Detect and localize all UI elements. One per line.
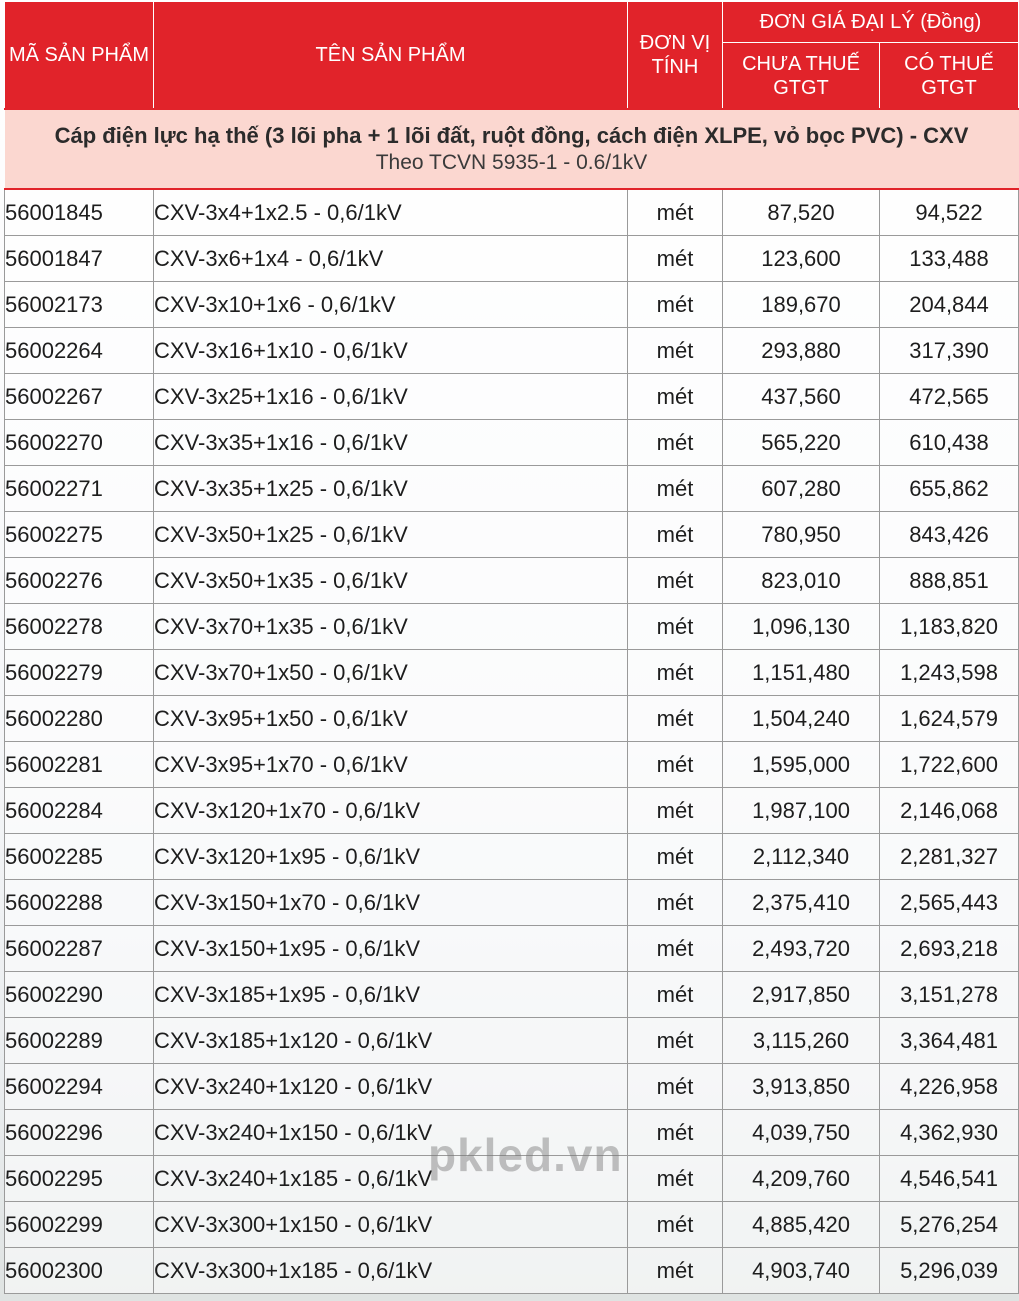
table-row [5,650,1019,696]
price-incl-vat-cell: 4,226,958 [880,1064,1019,1110]
unit-cell: mét [628,1064,723,1110]
product-code-cell: 56002267 [5,374,154,420]
product-name-cell: CXV-3x35+1x16 - 0,6/1kV [154,420,628,466]
section-subtitle: Theo TCVN 5935-1 - 0.6/1kV [375,151,648,174]
price-incl-vat-cell: 2,693,218 [880,926,1019,972]
table-row [5,558,1019,604]
price-excl-vat-cell: 565,220 [723,420,880,466]
product-name-cell: CXV-3x240+1x120 - 0,6/1kV [154,1064,628,1110]
price-excl-vat-cell: 1,987,100 [723,788,880,834]
unit-cell: mét [628,512,723,558]
product-code-cell: 56002275 [5,512,154,558]
table-row [5,742,1019,788]
product-code-cell: 56002289 [5,1018,154,1064]
unit-cell: mét [628,1156,723,1202]
price-excl-vat-cell: 3,115,260 [723,1018,880,1064]
price-excl-vat-cell: 189,670 [723,282,880,328]
unit-cell: mét [628,926,723,972]
header-unit: ĐƠN VỊ TÍNH [628,2,723,110]
table-row [5,282,1019,328]
product-name-cell: CXV-3x95+1x50 - 0,6/1kV [154,696,628,742]
price-incl-vat-cell: 4,362,930 [880,1110,1019,1156]
product-code-cell: 56002278 [5,604,154,650]
watermark: pkled.vn [428,1129,623,1181]
table-row [5,1156,1019,1202]
price-incl-vat-cell: 2,146,068 [880,788,1019,834]
unit-cell: mét [628,604,723,650]
price-excl-vat-cell: 3,913,850 [723,1064,880,1110]
product-name-cell: CXV-3x50+1x25 - 0,6/1kV [154,512,628,558]
unit-cell: mét [628,466,723,512]
price-excl-vat-cell: 4,209,760 [723,1156,880,1202]
product-code-cell: 56002290 [5,972,154,1018]
table-row [5,834,1019,880]
product-code-cell: 56002281 [5,742,154,788]
price-excl-vat-cell: 2,493,720 [723,926,880,972]
price-excl-vat-cell: 1,151,480 [723,650,880,696]
table-row [5,926,1019,972]
product-code-cell: 56002264 [5,328,154,374]
unit-cell: mét [628,742,723,788]
price-excl-vat-cell: 293,880 [723,328,880,374]
unit-cell: mét [628,558,723,604]
table-row [5,236,1019,282]
product-name-cell: CXV-3x240+1x150 - 0,6/1kV [154,1110,628,1156]
table-row [5,972,1019,1018]
price-incl-vat-cell: 3,151,278 [880,972,1019,1018]
product-code-cell: 56002288 [5,880,154,926]
price-excl-vat-cell: 2,917,850 [723,972,880,1018]
price-excl-vat-cell: 780,950 [723,512,880,558]
product-code-cell: 56002299 [5,1202,154,1248]
unit-cell: mét [628,1248,723,1294]
table-row [5,1064,1019,1110]
product-name-cell: CXV-3x70+1x35 - 0,6/1kV [154,604,628,650]
unit-cell: mét [628,236,723,282]
product-name-cell: CXV-3x120+1x95 - 0,6/1kV [154,834,628,880]
price-incl-vat-cell: 888,851 [880,558,1019,604]
product-name-cell: CXV-3x4+1x2.5 - 0,6/1kV [154,189,628,236]
product-code-cell: 56002295 [5,1156,154,1202]
price-excl-vat-cell: 4,039,750 [723,1110,880,1156]
product-name-cell: CXV-3x70+1x50 - 0,6/1kV [154,650,628,696]
product-name-cell: CXV-3x150+1x95 - 0,6/1kV [154,926,628,972]
price-incl-vat-cell: 5,276,254 [880,1202,1019,1248]
product-code-cell: 56002300 [5,1248,154,1294]
price-incl-vat-cell: 5,296,039 [880,1248,1019,1294]
price-excl-vat-cell: 4,903,740 [723,1248,880,1294]
price-excl-vat-cell: 1,096,130 [723,604,880,650]
section-heading [5,109,1019,189]
header-price-excl-vat: CHƯA THUẾ GTGT [723,43,880,109]
price-incl-vat-cell: 317,390 [880,328,1019,374]
table-row [5,880,1019,926]
product-name-cell: CXV-3x120+1x70 - 0,6/1kV [154,788,628,834]
unit-cell: mét [628,1110,723,1156]
table-row [5,696,1019,742]
product-code-cell: 56002270 [5,420,154,466]
product-code-cell: 56001847 [5,236,154,282]
product-name-cell: CXV-3x150+1x70 - 0,6/1kV [154,880,628,926]
price-incl-vat-cell: 1,624,579 [880,696,1019,742]
price-incl-vat-cell: 655,862 [880,466,1019,512]
price-excl-vat-cell: 607,280 [723,466,880,512]
price-table [4,1,1019,1294]
unit-cell: mét [628,1018,723,1064]
price-incl-vat-cell: 610,438 [880,420,1019,466]
price-excl-vat-cell: 2,375,410 [723,880,880,926]
header-product-name: TÊN SẢN PHẨM [154,2,628,110]
product-code-cell: 56002285 [5,834,154,880]
price-incl-vat-cell: 2,565,443 [880,880,1019,926]
table-row [5,1018,1019,1064]
header-product-code: MÃ SẢN PHẨM [5,2,154,110]
unit-cell: mét [628,972,723,1018]
table-row [5,1248,1019,1294]
unit-cell: mét [628,328,723,374]
price-incl-vat-cell: 2,281,327 [880,834,1019,880]
table-row [5,512,1019,558]
table-row [5,1110,1019,1156]
table-row [5,466,1019,512]
product-code-cell: 56002294 [5,1064,154,1110]
price-incl-vat-cell: 472,565 [880,374,1019,420]
product-name-cell: CXV-3x50+1x35 - 0,6/1kV [154,558,628,604]
unit-cell: mét [628,420,723,466]
price-excl-vat-cell: 1,595,000 [723,742,880,788]
price-excl-vat-cell: 123,600 [723,236,880,282]
price-incl-vat-cell: 94,522 [880,189,1019,236]
section-title: Cáp điện lực hạ thế (3 lõi pha + 1 lõi đất, ruột đồng, cách điện XLPE, vỏ bọc PVC) - CXV [54,123,969,148]
price-excl-vat-cell: 4,885,420 [723,1202,880,1248]
product-code-cell: 56002296 [5,1110,154,1156]
product-name-cell: CXV-3x300+1x150 - 0,6/1kV [154,1202,628,1248]
unit-cell: mét [628,696,723,742]
price-excl-vat-cell: 1,504,240 [723,696,880,742]
price-excl-vat-cell: 823,010 [723,558,880,604]
price-incl-vat-cell: 4,546,541 [880,1156,1019,1202]
table-row [5,328,1019,374]
product-code-cell: 56002280 [5,696,154,742]
unit-cell: mét [628,650,723,696]
product-name-cell: CXV-3x95+1x70 - 0,6/1kV [154,742,628,788]
product-name-cell: CXV-3x35+1x25 - 0,6/1kV [154,466,628,512]
header-price-incl-vat: CÓ THUẾ GTGT [880,43,1019,109]
price-excl-vat-cell: 437,560 [723,374,880,420]
product-code-cell: 56002173 [5,282,154,328]
price-incl-vat-cell: 133,488 [880,236,1019,282]
table-row [5,788,1019,834]
unit-cell: mét [628,282,723,328]
product-name-cell: CXV-3x300+1x185 - 0,6/1kV [154,1248,628,1294]
unit-cell: mét [628,189,723,236]
product-code-cell: 56002287 [5,926,154,972]
product-code-cell: 56001845 [5,189,154,236]
table-header [5,2,1019,110]
price-incl-vat-cell: 1,722,600 [880,742,1019,788]
price-excl-vat-cell: 87,520 [723,189,880,236]
table-row [5,374,1019,420]
unit-cell: mét [628,834,723,880]
product-code-cell: 56002284 [5,788,154,834]
product-name-cell: CXV-3x240+1x185 - 0,6/1kV [154,1156,628,1202]
product-code-cell: 56002276 [5,558,154,604]
table-row [5,604,1019,650]
product-code-cell: 56002279 [5,650,154,696]
product-name-cell: CXV-3x16+1x10 - 0,6/1kV [154,328,628,374]
unit-cell: mét [628,880,723,926]
table-body [5,189,1019,1294]
price-excl-vat-cell: 2,112,340 [723,834,880,880]
product-name-cell: CXV-3x10+1x6 - 0,6/1kV [154,282,628,328]
table-row [5,420,1019,466]
price-incl-vat-cell: 3,364,481 [880,1018,1019,1064]
unit-cell: mét [628,1202,723,1248]
product-name-cell: CXV-3x185+1x120 - 0,6/1kV [154,1018,628,1064]
product-name-cell: CXV-3x6+1x4 - 0,6/1kV [154,236,628,282]
price-incl-vat-cell: 843,426 [880,512,1019,558]
product-name-cell: CXV-3x25+1x16 - 0,6/1kV [154,374,628,420]
header-agent-price: ĐƠN GIÁ ĐẠI LÝ (Đồng) [723,2,1019,43]
product-code-cell: 56002271 [5,466,154,512]
price-incl-vat-cell: 1,183,820 [880,604,1019,650]
product-name-cell: CXV-3x185+1x95 - 0,6/1kV [154,972,628,1018]
price-incl-vat-cell: 204,844 [880,282,1019,328]
price-incl-vat-cell: 1,243,598 [880,650,1019,696]
unit-cell: mét [628,788,723,834]
unit-cell: mét [628,374,723,420]
table-row [5,189,1019,236]
table-row [5,1202,1019,1248]
